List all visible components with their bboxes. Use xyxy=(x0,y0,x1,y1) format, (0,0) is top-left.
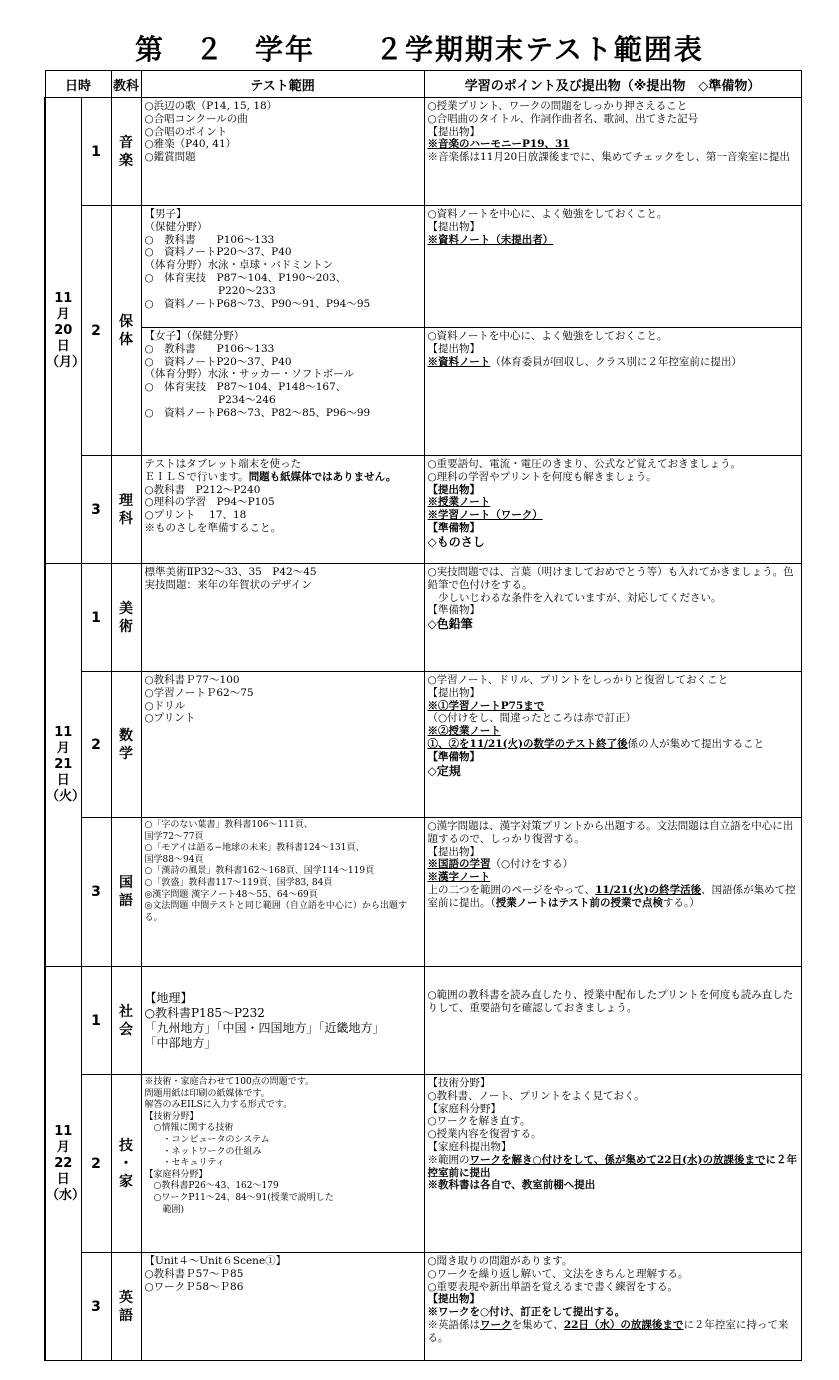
subject-music: 音 楽 xyxy=(111,98,141,206)
period-number: 1 xyxy=(81,98,111,206)
row-day3-tech-home xyxy=(45,1075,801,1253)
header-range: テスト範囲 xyxy=(141,71,424,98)
points-music: ○授業プリント、ワークの問題をしっかり押さえること ○合唱曲のタイトル、作詞作曲者名、歌詞、出てきた記号 【提出物】 ※音楽のハーモニーP19、31 ※音楽係は11月20日放課後までに、集めてチェックをし、第一音楽室に提出 xyxy=(424,98,801,206)
range-music: ○浜辺の歌（P14, 15, 18） ○合唱コンクールの曲 ○合唱のポイント ○雅楽（P40, 41） ○鑑賞問題 xyxy=(141,98,424,206)
header-subject: 教科 xyxy=(111,71,141,98)
subject-art: 美 術 xyxy=(111,564,141,672)
points-art: ○実技問題では、言葉（明けましておめでとう等）も入れてかきましょう。色鉛筆で色付けをする。 少しいじわるな条件を入れていますが、対応してください。 【準備物】 ◇色鉛筆 xyxy=(424,564,801,672)
subject-pe: 保 体 xyxy=(111,206,141,456)
subject-math: 数 学 xyxy=(111,672,141,818)
range-art: 標準美術ⅡP32〜33、35 P42〜45 実技問題：来年の年賀状のデザイン xyxy=(141,564,424,672)
points-pe-boys: ○資料ノートを中心に、よく勉強をしておくこと。 【提出物】 ※資料ノート（未提出者） xyxy=(424,206,801,328)
subject-social: 社 会 xyxy=(111,967,141,1075)
subject-tech-home: 技 ・ 家 xyxy=(111,1075,141,1253)
period-number: 1 xyxy=(81,967,111,1075)
points-pe-girls: ○資料ノートを中心に、よく勉強をしておくこと。 【提出物】 ※資料ノート（体育委員が回収し、クラス別に２年控室前に提出） xyxy=(424,328,801,456)
range-japanese: ○「字のない葉書」教科書106〜111頁、 国学72〜77頁 ○「モアイは語る−地球の未来」教科書124〜131頁、 国学88〜94頁 ○「漢詩の風景」教科書162〜168頁、国学114〜119頁 ○「敦盛」教科書117〜119頁、国学83, 84頁 ◎漢字問題 漢字ノート48〜55、64〜69頁 ◎文法問題 中間テストと同じ範囲（自立語を中心に）から出題する。 xyxy=(141,818,424,967)
date-cell-day1: 11 月 20 日 （月） xyxy=(45,98,81,564)
points-japanese: ○漢字問題は、漢字対策プリントから出題する。文法問題は自立語を中心に出題するので、しっかり復習する。 【提出物】 ※国語の学習（○付けをする） ※漢字ノート 上の二つを範囲のページをやって、11/21(火)の終学活後、国語係が集めて控室前に提出。（授業ノートはテスト前の授業で点検する。） xyxy=(424,818,801,967)
row-day1-pe-boys xyxy=(45,206,801,328)
row-day2-art xyxy=(45,564,801,672)
points-math: ○学習ノート、ドリル、プリントをしっかりと復習しておくこと 【提出物】 ※①学習ノートP75まで （○付けをし、間違ったところは赤で訂正） ※②授業ノート ①、②を11/21(火)の数学のテスト終了後係の人が集めて提出すること 【準備物】 ◇定規 xyxy=(424,672,801,818)
row-day3-english xyxy=(45,1253,801,1361)
period-number: 2 xyxy=(81,1075,111,1253)
row-day1-music xyxy=(45,98,801,206)
header-date: 日時 xyxy=(45,71,111,98)
points-social: ○範囲の教科書を読み直したり、授業中配布したプリントを何度も読み直したりして、重要語句を確認しておきましょう。 xyxy=(424,967,801,1075)
period-number: 2 xyxy=(81,672,111,818)
range-math: ○教科書Ｐ77〜100 ○学習ノートＰ62〜75 ○ドリル ○プリント xyxy=(141,672,424,818)
range-pe-boys: 【男子】 （保健分野） ○ 教科書 P106〜133 ○ 資料ノートP20〜37、P40 （体育分野）水泳・卓球・バドミントン ○ 体育実技 P87〜104、P190〜203、 P220〜233 ○ 資料ノートP68〜73、P90〜91、P94〜95 xyxy=(141,206,424,328)
subject-japanese: 国 語 xyxy=(111,818,141,967)
subject-science: 理 科 xyxy=(111,456,141,564)
range-english: 【Unit４〜Unit６Scene①】 ○教科書Ｐ57〜Ｐ85 ○ワークＰ58〜Ｐ86 xyxy=(141,1253,424,1361)
test-range-table xyxy=(44,70,802,1361)
points-tech-home: 【技術分野】 ○教科書、ノート、プリントをよく見ておく。 【家庭科分野】 ○ワークを解き直す。 ○授業内容を復習する。 【家庭科提出物】 ※範囲のワークを解き○付けをして、係が集めて22日(水)の放課後までに２年控室前に提出 ※教科書は各自で、教室前棚へ提出 xyxy=(424,1075,801,1253)
header-points: 学習のポイント及び提出物（※提出物 ◇準備物） xyxy=(424,71,801,98)
row-day3-social xyxy=(45,967,801,1075)
period-number: 3 xyxy=(81,1253,111,1361)
row-day2-japanese xyxy=(45,818,801,967)
row-day1-science xyxy=(45,456,801,564)
page-title: 第 ２ 学年 ２学期期末テスト範囲表 xyxy=(135,33,704,66)
period-number: 1 xyxy=(81,564,111,672)
period-number: 3 xyxy=(81,456,111,564)
date-cell-day2: 11 月 21 日 （火） xyxy=(45,564,81,967)
subject-english: 英 語 xyxy=(111,1253,141,1361)
header-row xyxy=(45,71,801,98)
range-social: 【地理】 ○教科書P185〜P232 「九州地方」「中国・四国地方」「近畿地方」 「中部地方」 xyxy=(141,967,424,1075)
points-science: ○重要語句、電流・電圧のきまり、公式など覚えておきましょう。 ○理科の学習やプリントを何度も解きましょう。 【提出物】 ※授業ノート ※学習ノート（ワーク） 【準備物】 ◇ものさし xyxy=(424,456,801,564)
date-cell-day3: 11 月 22 日 （水） xyxy=(45,967,81,1361)
points-english: ○聞き取りの問題があります。 ○ワークを繰り返し解いて、文法をきちんと理解する。 ○重要表現や新出単語を覚えるまで書く練習をする。 【提出物】 ※ワークを○付け、訂正をして提出する。 ※英語係はワークを集めて、22日（水）の放課後までに２年控室に持って来る。 xyxy=(424,1253,801,1361)
range-science: テストはタブレット端末を使った ＥＩＬＳで行います。問題も紙媒体ではありません。 ○教科書 P212〜P240 ○理科の学習 P94〜P105 ○プリント 17、18 ※ものさしを準備すること。 xyxy=(141,456,424,564)
row-day1-pe-girls xyxy=(45,328,801,456)
range-pe-girls: 【女子】（保健分野） ○ 教科書 P106〜133 ○ 資料ノートP20〜37、P40 （体育分野）水泳・サッカー・ソフトボール ○ 体育実技 P87〜104、P148〜167、 P234〜246 ○ 資料ノートP68〜73、P82〜85、P96〜99 xyxy=(141,328,424,456)
range-tech-home: ※技術・家庭合わせて100点の問題です。 問題用紙は印刷の紙媒体です。 解答のみEILSに入力する形式です。 【技術分野】 ○情報に関する技術 ・コンピュータのシステム ・ネットワークの仕組み ・セキュリティ 【家庭科分野】 ○教科書P26〜43、162〜179 ○ワークP11〜24、84〜91(授業で説明した 範囲) xyxy=(141,1075,424,1253)
period-number: 3 xyxy=(81,818,111,967)
row-day2-math xyxy=(45,672,801,818)
period-number: 2 xyxy=(81,206,111,456)
